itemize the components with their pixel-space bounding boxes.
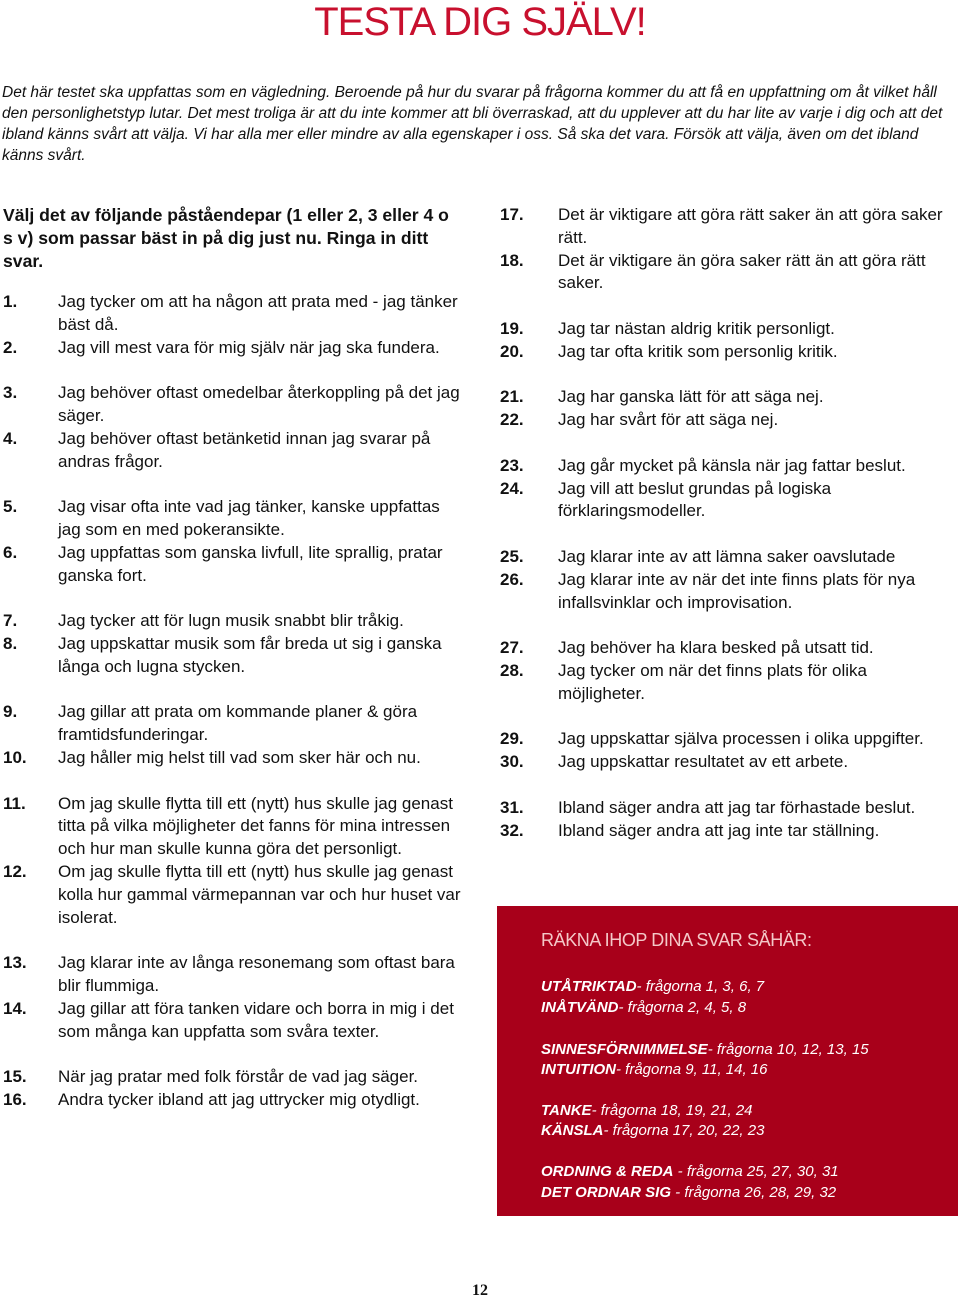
item-text: Det är viktigare än göra saker rätt än att göra rätt saker. xyxy=(558,250,926,293)
item-text: Jag uppfattas som ganska livfull, lite sprallig, pratar ganska fort. xyxy=(58,542,443,585)
item-text: Jag uppskattar resultatet av ett arbete. xyxy=(558,752,849,772)
item-text: Jag behöver oftast omedelbar återkoppling på det jag säger. xyxy=(58,383,460,425)
item-number: 15. xyxy=(3,1067,27,1087)
statement-item[interactable] xyxy=(500,569,955,615)
score-label: INÅTVÄND xyxy=(541,999,619,1016)
item-number: 9. xyxy=(3,702,18,722)
statement-item[interactable] xyxy=(500,797,955,820)
item-text: Jag har ganska lätt för att säga nej. xyxy=(558,387,824,407)
item-number: 16. xyxy=(3,1089,27,1109)
statement-item[interactable] xyxy=(3,998,463,1044)
statement-item[interactable] xyxy=(500,386,955,409)
item-text: Jag behöver ha klara besked på utsatt tid. xyxy=(558,638,874,658)
item-number: 25. xyxy=(500,546,524,566)
item-text: När jag pratar med folk förstår de vad jag säger. xyxy=(58,1067,419,1087)
item-text: Jag tycker om att ha någon att prata med - jag tänker bäst då. xyxy=(58,292,458,334)
statement-item[interactable] xyxy=(3,701,463,747)
item-number: 23. xyxy=(500,455,524,475)
item-number: 21. xyxy=(500,387,524,407)
item-text: Jag tar ofta kritik som personlig kritik. xyxy=(558,341,838,361)
score-judging xyxy=(541,1163,839,1180)
item-number: 1. xyxy=(3,292,18,311)
statement-item[interactable] xyxy=(3,496,463,542)
statement-item[interactable] xyxy=(3,1066,463,1089)
item-number: 31. xyxy=(500,797,524,817)
item-text: Jag har svårt för att säga nej. xyxy=(558,410,779,430)
score-introvert xyxy=(541,999,746,1016)
statement-item[interactable] xyxy=(500,728,955,751)
statement-item[interactable] xyxy=(500,204,955,250)
scoring-box xyxy=(497,906,958,1216)
item-text: Jag vill mest vara för mig själv när jag ska fundera. xyxy=(58,337,440,357)
item-number: 17. xyxy=(500,205,524,224)
item-number: 19. xyxy=(500,318,524,338)
item-number: 30. xyxy=(500,752,524,772)
item-text: Jag håller mig helst till vad som sker här och nu. xyxy=(58,747,421,767)
item-text: Jag uppskattar musik som får breda ut sig i ganska långa och lugna stycken. xyxy=(58,633,442,676)
item-text: Det är viktigare att göra rätt saker än att göra saker rätt. xyxy=(558,205,943,247)
item-text: Ibland säger andra att jag tar förhastade beslut. xyxy=(558,797,916,817)
score-items: - frågorna 18, 19, 21, 24 xyxy=(591,1102,753,1119)
statement-item[interactable] xyxy=(500,341,955,364)
item-text: Jag tar nästan aldrig kritik personligt. xyxy=(558,318,835,338)
item-number: 24. xyxy=(500,478,524,498)
item-number: 29. xyxy=(500,729,524,749)
score-perceiving xyxy=(541,1184,836,1201)
score-label: KÄNSLA xyxy=(541,1122,604,1139)
statement-item[interactable] xyxy=(3,291,463,337)
score-extrovert xyxy=(541,978,764,995)
statement-item[interactable] xyxy=(500,751,955,774)
item-number: 28. xyxy=(500,660,524,680)
item-number: 2. xyxy=(3,337,18,357)
item-text: Jag klarar inte av att lämna saker oavslutade xyxy=(558,546,896,566)
item-number: 26. xyxy=(500,569,524,589)
item-text: Jag visar ofta inte vad jag tänker, kanske uppfattas jag som en med pokeransikte. xyxy=(58,497,440,539)
item-text: Jag går mycket på känsla när jag fattar beslut. xyxy=(558,455,906,475)
score-label: SINNESFÖRNIMMELSE xyxy=(541,1041,708,1058)
item-text: Jag klarar inte av när det inte finns plats för nya infallsvinklar och improvisation. xyxy=(558,569,916,612)
item-number: 22. xyxy=(500,410,524,430)
score-items: - frågorna 17, 20, 22, 23 xyxy=(603,1122,765,1139)
left-column xyxy=(3,204,463,1112)
score-thinking xyxy=(541,1102,753,1119)
statement-item[interactable] xyxy=(500,318,955,341)
page-title: TESTA DIG SJÄLV! xyxy=(314,0,646,44)
item-text: Jag behöver oftast betänketid innan jag svarar på andras frågor. xyxy=(58,428,431,471)
score-label: UTÅTRIKTAD xyxy=(541,978,637,995)
statement-item[interactable] xyxy=(3,633,463,679)
item-number: 13. xyxy=(3,953,27,973)
score-feeling xyxy=(541,1122,764,1139)
item-number: 5. xyxy=(3,497,18,517)
score-items: - frågorna 10, 12, 13, 15 xyxy=(707,1041,869,1058)
item-number: 6. xyxy=(3,542,18,562)
statement-item[interactable] xyxy=(500,660,955,706)
item-number: 14. xyxy=(3,998,27,1018)
statement-item[interactable] xyxy=(3,382,463,428)
item-number: 10. xyxy=(3,747,27,767)
score-label: DET ORDNAR SIG xyxy=(541,1184,672,1201)
score-items: - frågorna 9, 11, 14, 16 xyxy=(616,1061,768,1078)
statement-item[interactable] xyxy=(500,546,955,569)
item-number: 12. xyxy=(3,861,27,881)
statement-item[interactable] xyxy=(3,1089,463,1112)
item-text: Jag uppskattar själva processen i olika uppgifter. xyxy=(558,729,924,749)
score-items: - frågorna 1, 3, 6, 7 xyxy=(636,978,765,995)
score-label: INTUITION xyxy=(541,1061,616,1078)
right-column xyxy=(500,204,955,842)
item-text: Andra tycker ibland att jag uttrycker mig otydligt. xyxy=(58,1089,420,1109)
page-number: 12 xyxy=(472,1282,488,1299)
statement-item[interactable] xyxy=(500,820,955,843)
item-text: Jag gillar att föra tanken vidare och borra in mig i det som många kan uppfatta som svåra texter. xyxy=(58,998,454,1041)
item-text: Jag klarar inte av långa resonemang som oftast bara blir flummiga. xyxy=(58,953,455,995)
item-text: Om jag skulle flytta till ett (nytt) hus skulle jag genast kolla hur gammal värmepannan var och hur huset var isolerat. xyxy=(58,861,461,927)
item-text: Om jag skulle flytta till ett (nytt) hus skulle jag genast titta på vilka möjligheter det fanns för mina intressen och hur man skulle kunna göra det personligt. xyxy=(58,793,453,859)
statement-item[interactable] xyxy=(500,250,955,296)
statement-item[interactable] xyxy=(3,952,463,998)
statement-item[interactable] xyxy=(3,428,463,474)
item-text: Jag vill att beslut grundas på logiska förklaringsmodeller. xyxy=(558,478,832,521)
statement-item[interactable] xyxy=(3,610,463,633)
statement-item[interactable] xyxy=(3,542,463,588)
item-number: 32. xyxy=(500,820,524,840)
item-number: 20. xyxy=(500,341,524,361)
score-items: - frågorna 2, 4, 5, 8 xyxy=(618,999,747,1016)
intro-paragraph: Det här testet ska uppfattas som en vägledning. Beroende på hur du svarar på frågorna kommer du att få en uppfattning om åt vilket håll den personlighetstyp lutar. Det mest troliga är att du inte kommer att bli överraskad, att du upplever att du har lite av varje i dig och att det ibland känns svårt att välja. Vi har alla mer eller mindre av alla egenskaper i oss. Så ska det vara. Försök att välja, även om det ibland känns svårt. xyxy=(2,84,943,164)
statement-item[interactable] xyxy=(500,478,955,524)
instruction-text: Välj det av följande påståendepar (1 eller 2, 3 eller 4 o s v) som passar bäst in på dig just nu. Ringa in ditt svar. xyxy=(3,205,449,271)
statement-item[interactable] xyxy=(3,337,463,360)
statement-item[interactable] xyxy=(500,409,955,432)
item-number: 3. xyxy=(3,383,18,403)
item-number: 4. xyxy=(3,428,18,448)
score-items: - frågorna 26, 28, 29, 32 xyxy=(671,1184,837,1201)
score-label: TANKE xyxy=(541,1102,592,1119)
item-number: 18. xyxy=(500,250,524,270)
score-intuition xyxy=(541,1061,768,1078)
statement-item[interactable] xyxy=(3,747,463,770)
statement-item[interactable] xyxy=(500,455,955,478)
item-text: Ibland säger andra att jag inte tar ställning. xyxy=(558,820,880,840)
item-number: 7. xyxy=(3,611,18,631)
item-number: 8. xyxy=(3,633,18,653)
scoring-title: RÄKNA IHOP DINA SVAR SÅHÄR: xyxy=(541,930,812,950)
item-text: Jag tycker om när det finns plats för olika möjligheter. xyxy=(558,660,867,703)
score-items: - frågorna 25, 27, 30, 31 xyxy=(673,1163,839,1180)
item-text: Jag gillar att prata om kommande planer & göra framtidsfunderingar. xyxy=(58,702,418,745)
item-number: 27. xyxy=(500,638,524,658)
statement-item[interactable] xyxy=(500,637,955,660)
statement-item[interactable] xyxy=(3,793,463,861)
score-sensing xyxy=(541,1041,869,1058)
item-number: 11. xyxy=(3,793,26,813)
item-text: Jag tycker att för lugn musik snabbt blir tråkig. xyxy=(58,611,404,631)
statement-item[interactable] xyxy=(3,861,463,929)
score-label: ORDNING & REDA xyxy=(541,1163,674,1180)
